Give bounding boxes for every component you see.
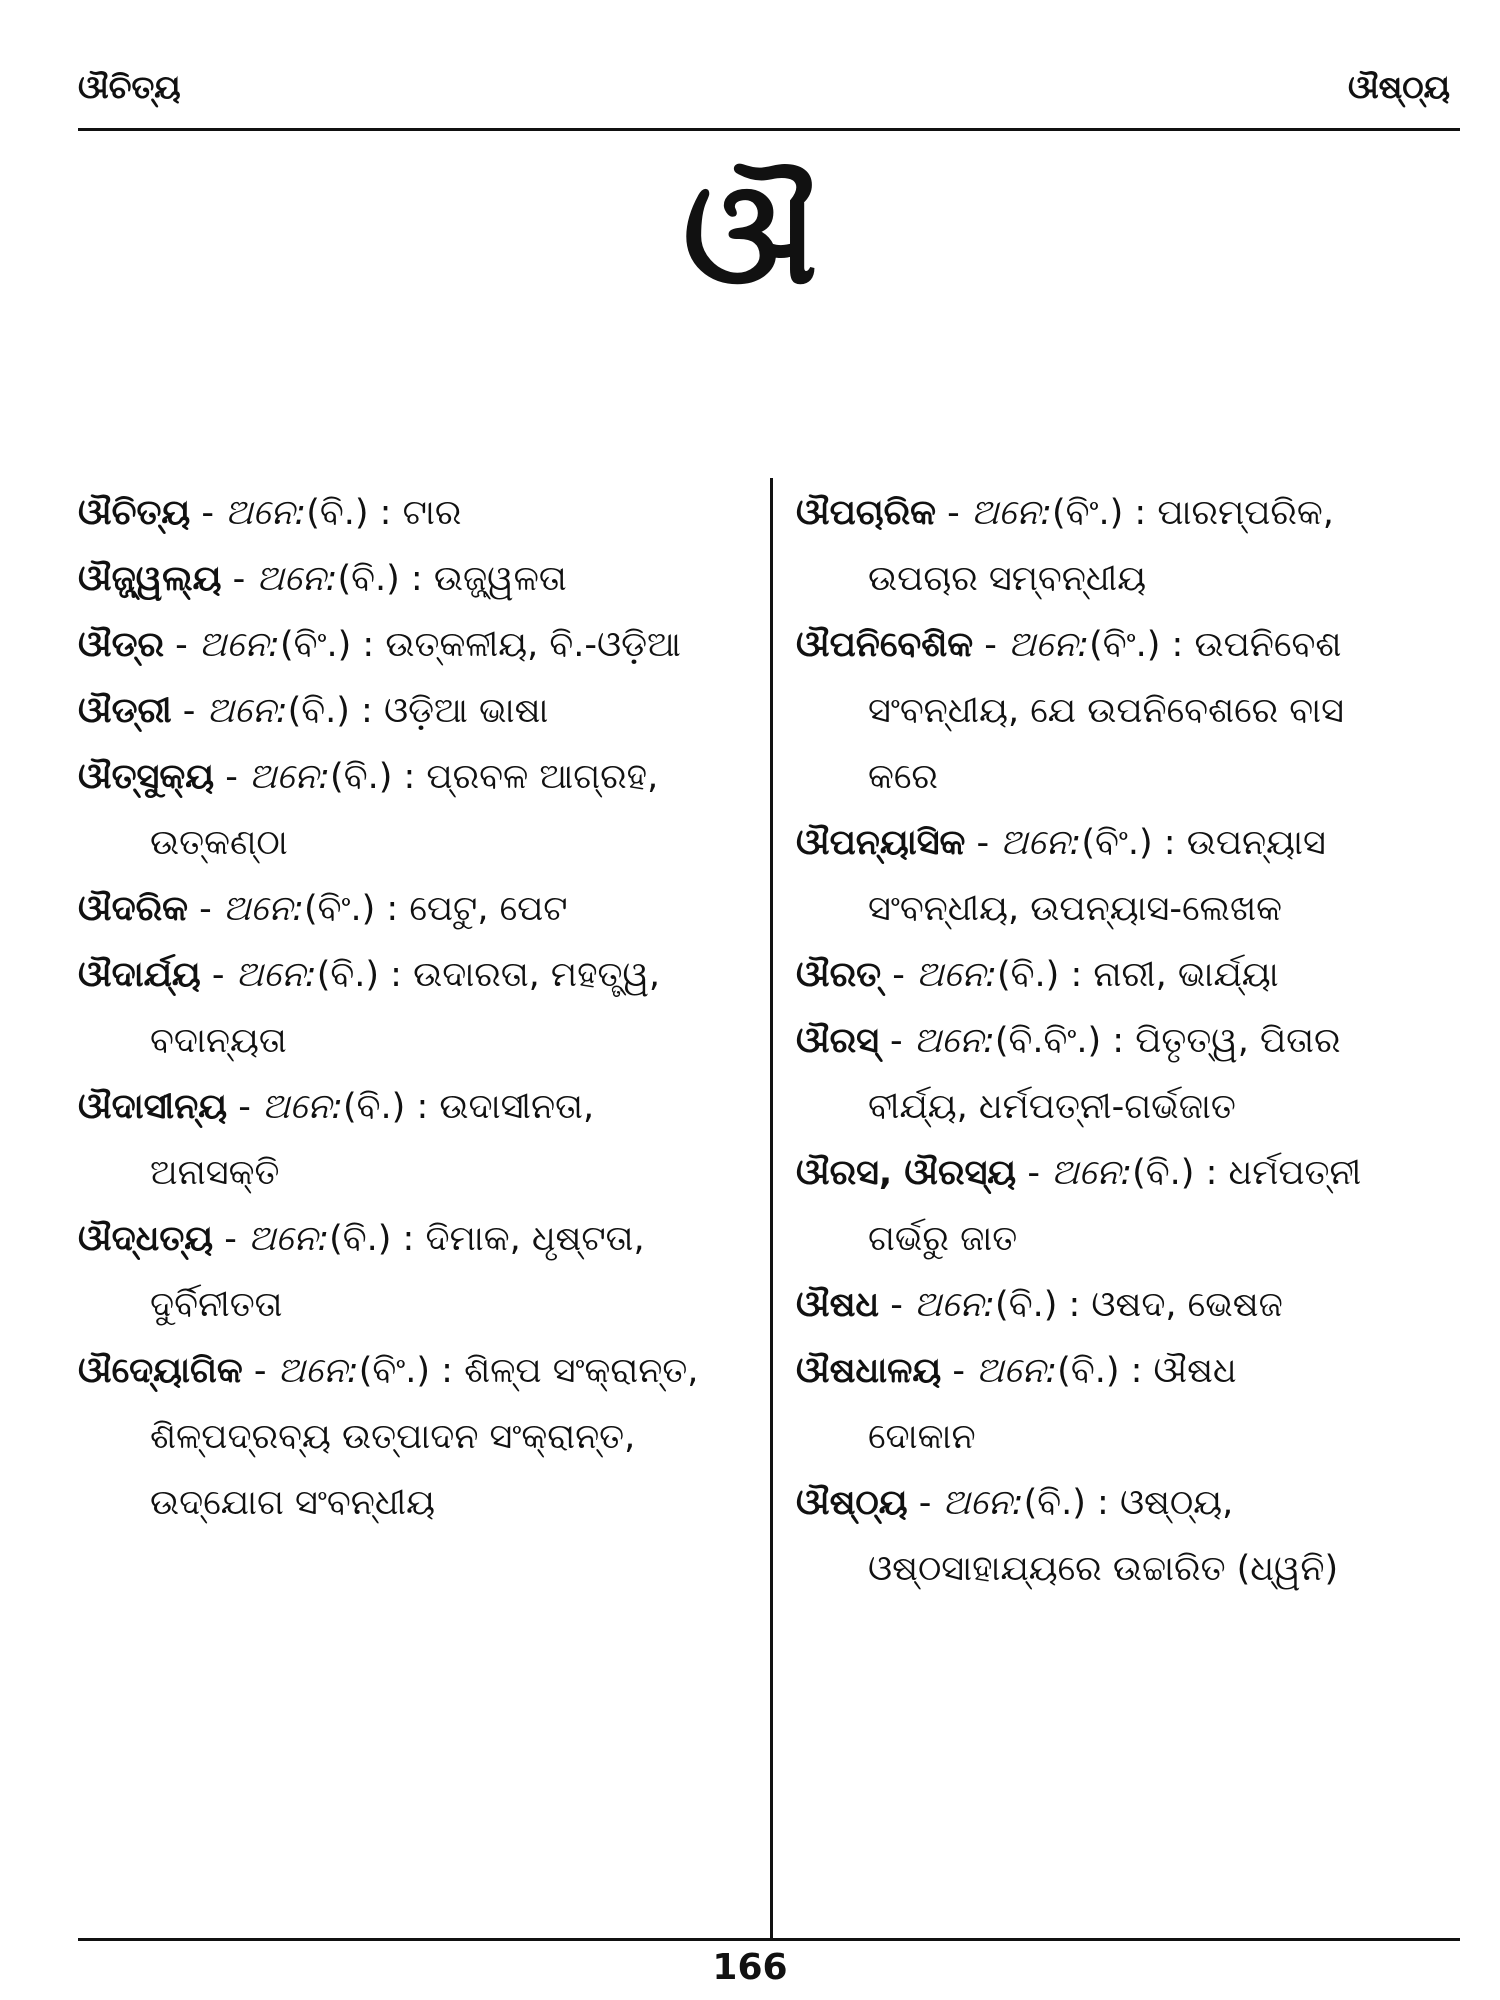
headword: ଔଡ୍ର <box>78 625 165 665</box>
entry-first-line <box>78 612 748 678</box>
origin-abbreviation: ଅନେ: <box>222 889 304 929</box>
definition-continuation: ଗର୍ଭରୁ ଜାତ <box>868 1219 1018 1259</box>
definition-text: ପ୍ରବଳ ଆଗ୍ରହ, <box>426 757 659 797</box>
column-divider <box>770 478 773 1938</box>
grammar-label: (ବି.) : <box>995 1285 1092 1325</box>
origin-abbreviation: ଅନେ: <box>248 1219 330 1259</box>
separator-dash: - <box>213 1219 249 1259</box>
headword: ଔଚିତ୍ୟ <box>78 493 191 533</box>
entry-first-line <box>78 1074 748 1140</box>
grammar-label: (ବିଂ.) : <box>1089 625 1195 665</box>
definition-continuation: ବଦାନ୍ୟତା <box>150 1021 287 1061</box>
separator-dash: - <box>242 1351 278 1391</box>
definition-continuation: ଦୋକାନ <box>868 1417 976 1457</box>
entry-first-line <box>796 1470 1476 1536</box>
separator-dash: - <box>1016 1153 1052 1193</box>
headword: ଔଷଧ <box>796 1285 880 1325</box>
origin-abbreviation: ଅନେ: <box>256 559 338 599</box>
entry-first-line <box>796 612 1476 678</box>
grammar-label: (ବି.) : <box>330 757 427 797</box>
definition-text: ପାରମ୍ପରିକ, <box>1157 493 1334 533</box>
entry-first-line <box>796 1338 1476 1404</box>
separator-dash: - <box>879 1285 914 1325</box>
origin-abbreviation: ଅନେ: <box>970 493 1052 533</box>
separator-dash: - <box>214 757 249 797</box>
definition-continuation: ବୀର୍ଯ୍ୟ, ଧର୍ମପତ୍ନୀ-ଗର୍ଭଜାତ <box>868 1087 1236 1127</box>
dictionary-entry <box>78 612 748 678</box>
dictionary-entry <box>78 1206 748 1338</box>
entry-first-line <box>78 744 748 810</box>
definition-text: ଉଜ୍ଜ୍ୱଳତା <box>433 559 567 599</box>
entry-first-line <box>796 1272 1476 1338</box>
definition-text: ଓଷ୍ଠ୍ୟ, <box>1119 1483 1234 1523</box>
origin-abbreviation: ଅନେ: <box>277 1351 359 1391</box>
origin-abbreviation: ଅନେ: <box>915 955 998 995</box>
origin-abbreviation: ଅନେ: <box>913 1285 996 1325</box>
definition-text: ଉଦାସୀନତା, <box>439 1087 595 1127</box>
headword: ଔଷଧାଳୟ <box>796 1351 942 1391</box>
grammar-label: (ବି.) : <box>329 1219 426 1259</box>
separator-dash: - <box>881 955 916 995</box>
entry-first-line <box>796 810 1476 876</box>
dictionary-entry <box>796 1008 1476 1140</box>
separator-dash: - <box>188 889 223 929</box>
dictionary-entry <box>78 546 748 612</box>
guide-word-left: ଔଚିତ୍ୟ <box>78 68 181 106</box>
definition-continuation: ସଂବନ୍ଧୀୟ, ଯେ ଉପନିବେଶରେ ବାସ <box>868 691 1344 731</box>
separator-dash: - <box>936 493 971 533</box>
headword: ଔପନ୍ୟାସିକ <box>796 823 966 863</box>
separator-dash: - <box>965 823 1001 863</box>
grammar-label: (ବି.) : <box>337 559 434 599</box>
origin-abbreviation: ଅନେ: <box>976 1351 1058 1391</box>
headword: ଔରସ୍ <box>796 1021 879 1061</box>
dictionary-entry <box>796 612 1476 810</box>
right-column <box>796 480 1476 1602</box>
definition-text: ଉତ୍କଳୀୟ, ବି.-ଓଡ଼ିଆ <box>385 625 681 665</box>
definition-text: ଉପନିବେଶ <box>1194 625 1342 665</box>
grammar-label: (ବିଂ.) : <box>1081 823 1187 863</box>
entry-first-line <box>78 876 748 942</box>
origin-abbreviation: ଅନେ: <box>1051 1153 1133 1193</box>
definition-continuation: ଉଦ୍‌ଯୋଗ ସଂବନ୍ଧୀୟ <box>150 1483 436 1523</box>
dictionary-entry <box>78 942 748 1074</box>
dictionary-entry <box>796 1272 1476 1338</box>
headword: ଔପଚାରିକ <box>796 493 937 533</box>
entry-first-line <box>78 1206 748 1272</box>
definition-continuation: ଉତ୍କଣ୍ଠା <box>150 823 288 863</box>
headword: ଔରସ, ଔରସ୍ୟ <box>796 1153 1017 1193</box>
definition-text: ଦିମାକ, ଧୃଷ୍ଟତା, <box>425 1219 645 1259</box>
entry-first-line <box>78 678 748 744</box>
definition-text: ଶିଳ୍ପ ସଂକ୍ରାନ୍ତ, <box>464 1351 699 1391</box>
headword: ଔଜ୍ଜ୍ୱଲ୍ୟ <box>78 559 222 599</box>
entry-first-line <box>78 546 748 612</box>
headword: ଔଷ୍ଠ୍ୟ <box>796 1483 908 1523</box>
definition-continuation: ଓଷ୍ଠସାହାଯ୍ୟରେ ଉଚ୍ଚାରିତ (ଧ୍ୱନି) <box>868 1549 1339 1589</box>
grammar-label: (ବି.) : <box>1132 1153 1229 1193</box>
headword: ଔଡ୍ରୀ <box>78 691 172 731</box>
definition-continuation: କରେ <box>868 757 938 797</box>
dictionary-entry <box>78 744 748 876</box>
grammar-label: (ବି.) : <box>1057 1351 1154 1391</box>
dictionary-entry <box>78 480 748 546</box>
dictionary-entry <box>796 810 1476 942</box>
dictionary-entry <box>78 1338 748 1536</box>
separator-dash: - <box>171 691 207 731</box>
definition-continuation: ଦୁର୍ବିନୀତତା <box>150 1285 283 1325</box>
definition-text: ଓଷଦ, ଭେଷଜ <box>1091 1285 1283 1325</box>
headword: ଔତ୍ସୁକ୍ୟ <box>78 757 215 797</box>
definition-text: ପିତୃତ୍ୱ, ପିତାର <box>1135 1021 1341 1061</box>
separator-dash: - <box>878 1021 914 1061</box>
bottom-rule <box>78 1938 1460 1941</box>
entry-first-line <box>78 1338 748 1404</box>
grammar-label: (ବି.ବିଂ.) : <box>994 1021 1136 1061</box>
separator-dash: - <box>907 1483 943 1523</box>
grammar-label: (ବି.) : <box>316 955 414 995</box>
origin-abbreviation: ଅନେ: <box>225 493 307 533</box>
grammar-label: (ବି.) : <box>306 493 403 533</box>
grammar-label: (ବି.) : <box>287 691 384 731</box>
dictionary-entry <box>796 1140 1476 1272</box>
headword: ଔଦ୍ଧତ୍ୟ <box>78 1219 214 1259</box>
headword: ଔଦାର୍ଯ୍ୟ <box>78 955 201 995</box>
definition-text: ଓଡ଼ିଆ ଭାଷା <box>383 691 549 731</box>
origin-abbreviation: ଅନେ: <box>248 757 331 797</box>
origin-abbreviation: ଅନେ: <box>261 1087 344 1127</box>
origin-abbreviation: ଅନେ: <box>1000 823 1082 863</box>
dictionary-entry <box>796 480 1476 612</box>
separator-dash: - <box>200 955 236 995</box>
guide-word-right: ଔଷ୍ଠ୍ୟ <box>1347 68 1450 106</box>
headword: ଔରତ୍ <box>796 955 882 995</box>
grammar-label: (ବିଂ.) : <box>358 1351 465 1391</box>
entry-first-line <box>796 1008 1476 1074</box>
headword: ଔଦ୍ୟୋଗିକ <box>78 1351 243 1391</box>
left-column <box>78 480 748 1536</box>
section-letter: ଔ <box>682 153 818 316</box>
entry-first-line <box>796 942 1476 1008</box>
grammar-label: (ବିଂ.) : <box>279 625 386 665</box>
definition-text: ଔଷଧ <box>1153 1351 1237 1391</box>
dictionary-entry <box>78 1074 748 1206</box>
definition-text: ଉଦାରତା, ମହତ୍ତ୍ୱ, <box>413 955 661 995</box>
definition-continuation: ଶିଳ୍ପଦ୍ରବ୍ୟ ଉତ୍ପାଦନ ସଂକ୍ରାନ୍ତ, <box>150 1417 636 1457</box>
grammar-label: (ବି.) : <box>1023 1483 1120 1523</box>
separator-dash: - <box>164 625 199 665</box>
dictionary-entry <box>78 678 748 744</box>
origin-abbreviation: ଅନେ: <box>1008 625 1090 665</box>
headword: ଔଦରିକ <box>78 889 189 929</box>
page-number: 166 <box>712 1947 788 1988</box>
separator-dash: - <box>973 625 1009 665</box>
definition-continuation: ଉପଚାର ସମ୍ବନ୍ଧୀୟ <box>868 559 1147 599</box>
grammar-label: (ବି.) : <box>997 955 1094 995</box>
dictionary-entry <box>796 1338 1476 1470</box>
origin-abbreviation: ଅନେ: <box>235 955 317 995</box>
running-header <box>78 60 1450 120</box>
entry-first-line <box>796 1140 1476 1206</box>
definition-text: ଧର୍ମପତ୍ନୀ <box>1228 1153 1362 1193</box>
grammar-label: (ବିଂ.) : <box>1052 493 1158 533</box>
origin-abbreviation: ଅନେ: <box>206 691 288 731</box>
entry-first-line <box>78 942 748 1008</box>
separator-dash: - <box>221 559 257 599</box>
dictionary-entry <box>78 876 748 942</box>
grammar-label: (ବିଂ.) : <box>304 889 410 929</box>
separator-dash: - <box>941 1351 977 1391</box>
origin-abbreviation: ଅନେ: <box>942 1483 1024 1523</box>
definition-text: ଉପନ୍ୟାସ <box>1186 823 1326 863</box>
headword: ଔଦାସୀନ୍ୟ <box>78 1087 228 1127</box>
definition-continuation: ସଂବନ୍ଧୀୟ, ଉପନ୍ୟାସ-ଲେଖକ <box>868 889 1283 929</box>
grammar-label: (ବି.) : <box>343 1087 440 1127</box>
entry-first-line <box>78 480 748 546</box>
definition-text: ଟାର <box>402 493 462 533</box>
origin-abbreviation: ଅନେ: <box>198 625 280 665</box>
top-rule <box>78 128 1460 131</box>
entry-first-line <box>796 480 1476 546</box>
headword: ଔପନିବେଶିକ <box>796 625 974 665</box>
separator-dash: - <box>190 493 226 533</box>
dictionary-entry <box>796 942 1476 1008</box>
origin-abbreviation: ଅନେ: <box>913 1021 995 1061</box>
definition-text: ନାରୀ, ଭାର୍ଯ୍ୟା <box>1093 955 1279 995</box>
dictionary-entry <box>796 1470 1476 1602</box>
separator-dash: - <box>227 1087 262 1127</box>
definition-text: ପେଟୁ, ପେଟ <box>409 889 568 929</box>
definition-continuation: ଅନାସକ୍ତି <box>150 1153 280 1193</box>
